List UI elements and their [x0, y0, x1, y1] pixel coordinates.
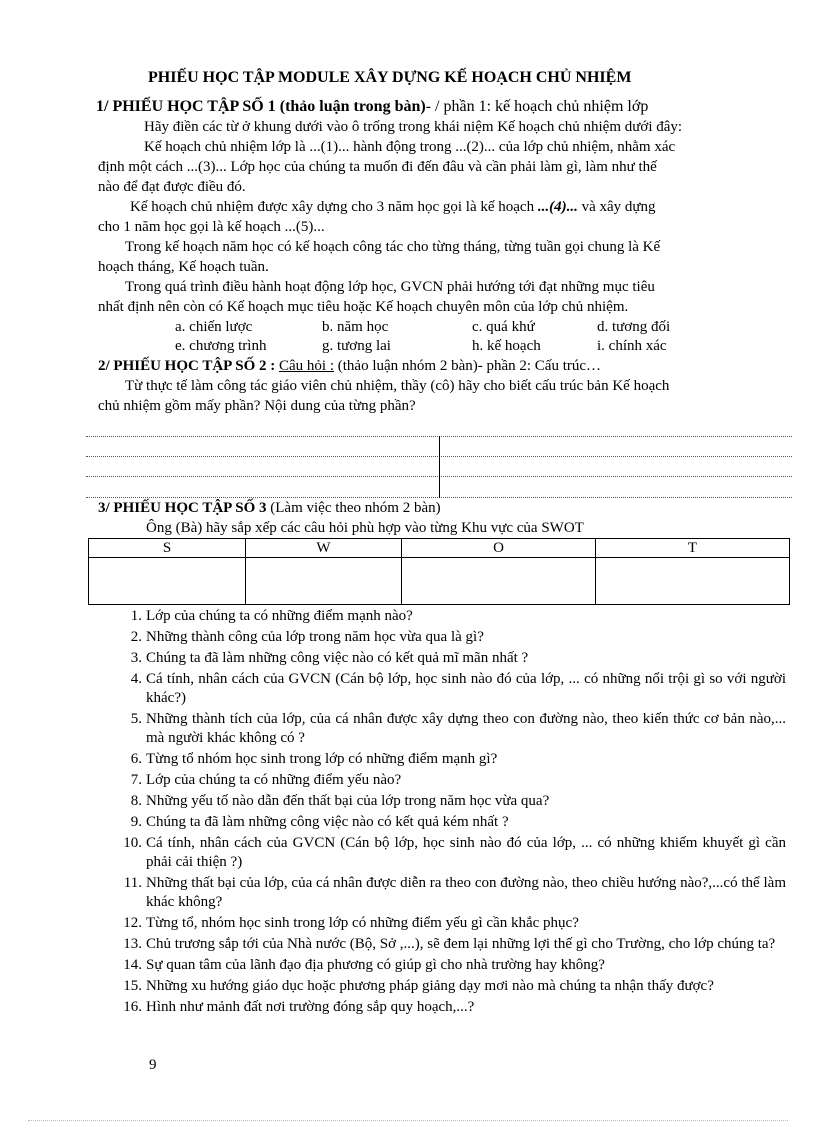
swot-header-t: T [596, 539, 790, 558]
question-item [100, 607, 786, 626]
swot-header-w: W [246, 539, 402, 558]
question-number: 4. [130, 671, 142, 687]
question-item [100, 956, 786, 975]
s3-instruction: Ông (Bà) hãy sắp xếp các câu hỏi phù hợp vào từng Khu vực của SWOT [146, 520, 584, 536]
question-item [100, 670, 786, 708]
question-text: Cá tính, nhân cách của GVCN (Cán bộ lớp, học sinh nào đó của lớp, ... có những nổi trội gì so với người khác?) [146, 671, 786, 706]
question-number: 10. [123, 835, 142, 851]
s1-line-1: Hãy điền các từ ở khung dưới vào ô trống trong khái niệm Kế hoạch chủ nhiệm dưới đây: [144, 119, 683, 135]
question-text: Những xu hướng giáo dục hoặc phương pháp giảng dạy mơi nào mà chúng ta nhận thấy được? [146, 978, 714, 994]
s1-line-10: nhất định nên còn có Kế hoạch mục tiêu hoặc Kế hoạch chuyên môn của lớp chủ nhiệm. [98, 299, 629, 315]
question-item [100, 710, 786, 748]
question-item [100, 834, 786, 872]
s1-line-8: hoạch tháng, Kế hoạch tuần. [98, 259, 269, 275]
swot-header-s: S [89, 539, 246, 558]
question-text: Lớp của chúng ta có những điểm mạnh nào? [146, 608, 413, 624]
option-i: i. chính xác [597, 338, 667, 354]
footer-dotted-line [28, 1120, 788, 1121]
section-3-heading-bold: 3/ PHIẾU HỌC TẬP SỐ 3 [98, 500, 267, 516]
section-1-heading-bold: 1/ PHIẾU HỌC TẬP SỐ 1 (thảo luận trong bàn) [96, 98, 426, 115]
s1-line-3: định một cách ...(3)... Lớp học của chúng ta muốn đi đến đâu và cần phải làm gì, làm như thế [98, 159, 657, 175]
question-text: Chủ trương sắp tới của Nhà nước (Bộ, Sở ,...), sẽ đem lại những lợi thế gì cho Trường, cho lớp chúng ta? [146, 936, 776, 952]
swot-cell-w[interactable] [246, 558, 402, 605]
s1-line-7: Trong kế hoạch năm học có kế hoạch công tác cho từng tháng, từng tuần gọi chung là Kế [125, 239, 661, 255]
swot-cell-o[interactable] [402, 558, 596, 605]
question-text: Những thành tích của lớp, của cá nhân được xây dựng theo con đường nào, theo kiến thức cơ bản nào,... mà người khác không có ? [146, 711, 786, 746]
question-text: Lớp của chúng ta có những điểm yếu nào? [146, 772, 402, 788]
option-e: e. chương trình [175, 338, 267, 354]
question-text: Từng tổ, nhóm học sinh trong lớp có những điểm yếu gì cần khắc phục? [146, 915, 579, 931]
question-number: 15. [123, 978, 142, 994]
section-2-heading-question: Câu hỏi : [279, 358, 334, 374]
question-number: 2. [130, 629, 142, 645]
s1-line-5-c: và xây dựng [577, 199, 656, 215]
question-number: 12. [123, 915, 142, 931]
question-number: 5. [130, 711, 142, 727]
option-d: d. tương đối [597, 319, 671, 335]
question-number: 14. [123, 957, 142, 973]
question-item [100, 935, 786, 954]
option-a: a. chiến lược [175, 319, 253, 335]
question-text: Chúng ta đã làm những công việc nào có kết quả mĩ mãn nhất ? [146, 650, 529, 666]
question-item [100, 649, 786, 668]
question-item [100, 792, 786, 811]
question-text: Những thành công của lớp trong năm học vừa qua là gì? [146, 629, 484, 645]
option-c: c. quá khứ [472, 319, 535, 335]
swot-header-o: O [402, 539, 596, 558]
question-list [100, 607, 786, 1019]
question-number: 9. [130, 814, 142, 830]
question-number: 11. [123, 875, 142, 891]
question-number: 3. [130, 650, 142, 666]
question-item [100, 750, 786, 769]
question-item [100, 628, 786, 647]
s1-line-9: Trong quá trình điều hành hoạt động lớp học, GVCN phải hướng tới đạt những mục tiêu [125, 279, 655, 295]
question-item [100, 977, 786, 996]
question-item [100, 813, 786, 832]
question-text: Hình như mảnh đất nơi trường đóng sắp quy hoạch,...? [146, 999, 475, 1015]
question-text: Cá tính, nhân cách của GVCN (Cán bộ lớp, học sinh nào đó của lớp, ... có những khiếm khuyết gì cần phải cải thiện ?) [146, 835, 786, 870]
page-title: PHIẾU HỌC TẬP MODULE XÂY DỰNG KẾ HOẠCH CHỦ NHIỆM [148, 69, 632, 86]
s1-line-5 [130, 198, 656, 217]
s2-line-1: Từ thực tế làm công tác giáo viên chủ nhiệm, thầy (cô) hãy cho biết cấu trúc bản Kế hoạch [125, 378, 670, 394]
answer-divider [439, 436, 440, 498]
section-1-heading [96, 97, 648, 116]
section-2-heading [98, 357, 601, 376]
section-2-heading-bold: 2/ PHIẾU HỌC TẬP SỐ 2 : [98, 358, 276, 374]
question-number: 7. [130, 772, 142, 788]
question-text: Chúng ta đã làm những công việc nào có kết quả kém nhất ? [146, 814, 509, 830]
question-item [100, 998, 786, 1017]
page-number: 9 [149, 1057, 157, 1073]
question-number: 8. [130, 793, 142, 809]
option-b: b. năm học [322, 319, 389, 335]
section-3-heading [98, 499, 441, 518]
question-number: 1. [130, 608, 142, 624]
s1-line-5-a: Kế hoạch chủ nhiệm được xây dựng cho 3 năm học gọi là kế hoạch [130, 199, 538, 215]
swot-table [88, 538, 790, 605]
question-text: Từng tổ nhóm học sinh trong lớp có những điểm mạnh gì? [146, 751, 498, 767]
option-g: g. tương lai [322, 338, 391, 354]
s1-line-6: cho 1 năm học gọi là kế hoạch ...(5)... [98, 219, 325, 235]
question-text: Những thất bại của lớp, của cá nhân được diễn ra theo con đường nào, theo chiều hướng nào?,...có thể làm khác không? [146, 875, 786, 910]
swot-cell-t[interactable] [596, 558, 790, 605]
question-number: 6. [130, 751, 142, 767]
section-2-heading-rest: (thảo luận nhóm 2 bàn)- phần 2: Cấu trúc… [334, 358, 602, 374]
question-number: 13. [123, 936, 142, 952]
question-item [100, 914, 786, 933]
question-text: Sự quan tâm của lãnh đạo địa phương có giúp gì cho nhà trường hay không? [146, 957, 605, 973]
question-number: 16. [123, 999, 142, 1015]
section-1-heading-rest: - / phần 1: kế hoạch chủ nhiệm lớp [425, 98, 649, 115]
question-item [100, 771, 786, 790]
s1-line-5-blank: ...(4)... [537, 199, 578, 215]
s1-line-4: nào để đạt được điều đó. [98, 179, 246, 195]
section-3-heading-rest: (Làm việc theo nhóm 2 bàn) [266, 500, 441, 516]
swot-cell-s[interactable] [89, 558, 246, 605]
s2-line-2: chủ nhiệm gồm mấy phần? Nội dung của từng phần? [98, 398, 416, 414]
option-h: h. kế hoạch [472, 338, 541, 354]
s1-line-2: Kế hoạch chủ nhiệm lớp là ...(1)... hành động trong ...(2)... của lớp chủ nhiệm, nhằm xác [144, 139, 676, 155]
question-text: Những yếu tố nào dẫn đến thất bại của lớp trong năm học vừa qua? [146, 793, 550, 809]
question-item [100, 874, 786, 912]
